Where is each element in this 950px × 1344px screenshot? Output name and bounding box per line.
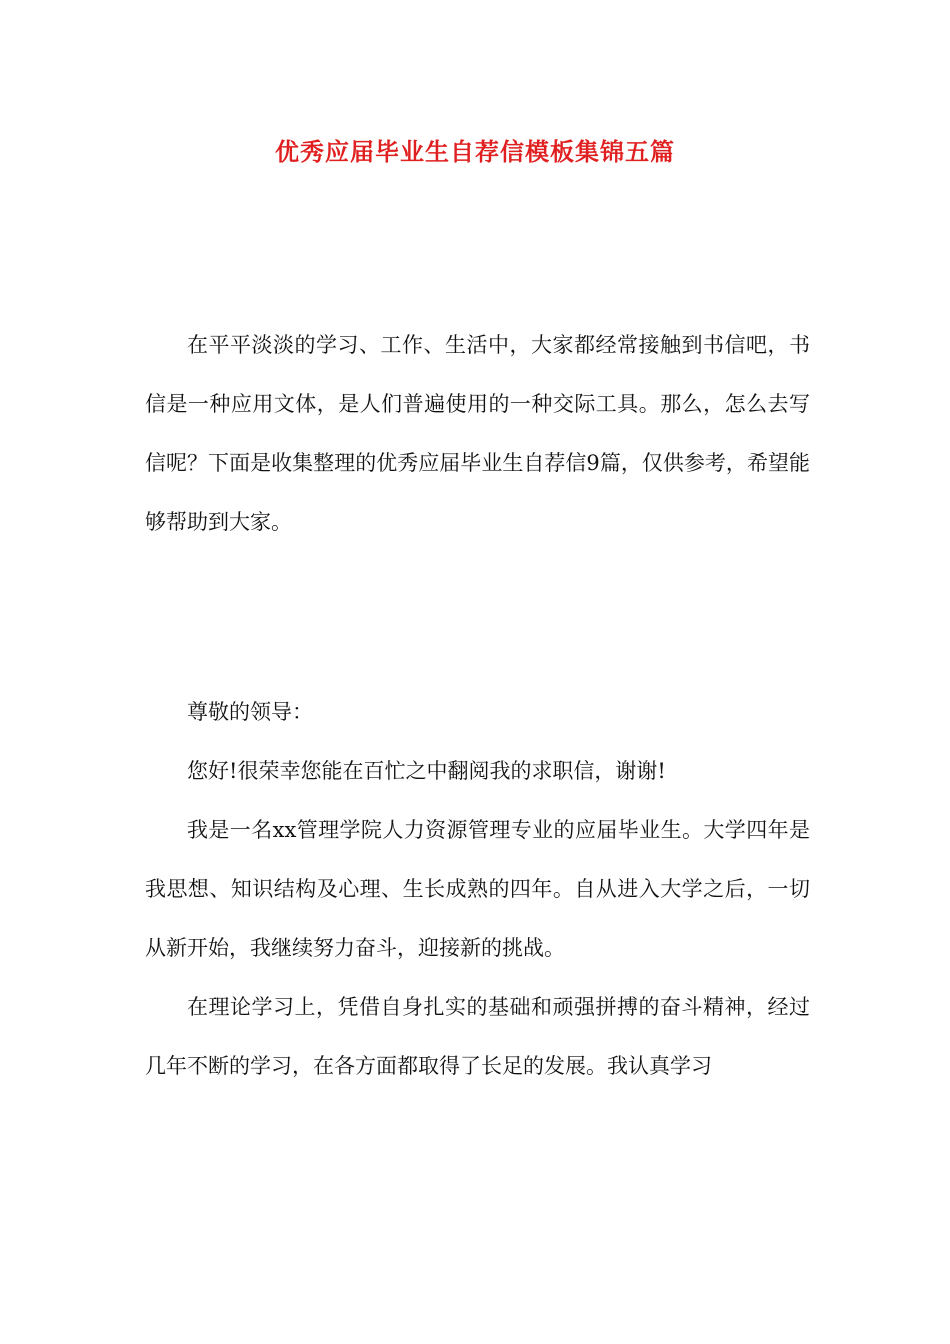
letter-section	[145, 683, 810, 1096]
letter-paragraph: 在理论学习上，凭借自身扎实的基础和顽强拼搏的奋斗精神，经过几年不断的学习，在各方面都取得了长足的发展。我认真学习	[145, 995, 810, 1078]
intro-section	[145, 316, 810, 552]
intro-paragraph: 在平平淡淡的学习、工作、生活中，大家都经常接触到书信吧，书信是一种应用文体，是人们普遍使用的一种交际工具。那么，怎么去写信呢？下面是收集整理的优秀应届毕业生自荐信9篇，仅供参考，希望能够帮助到大家。	[145, 333, 810, 534]
letter-salutation: 尊敬的领导：	[187, 700, 313, 724]
document-title: 优秀应届毕业生自荐信模板集锦五篇	[275, 137, 675, 166]
letter-paragraph: 我是一名xx管理学院人力资源管理专业的应届毕业生。大学四年是我思想、知识结构及心理、生长成熟的四年。自从进入大学之后，一切从新开始，我继续努力奋斗，迎接新的挑战。	[145, 818, 810, 960]
letter-greeting: 您好!很荣幸您能在百忙之中翻阅我的求职信，谢谢!	[187, 759, 666, 783]
